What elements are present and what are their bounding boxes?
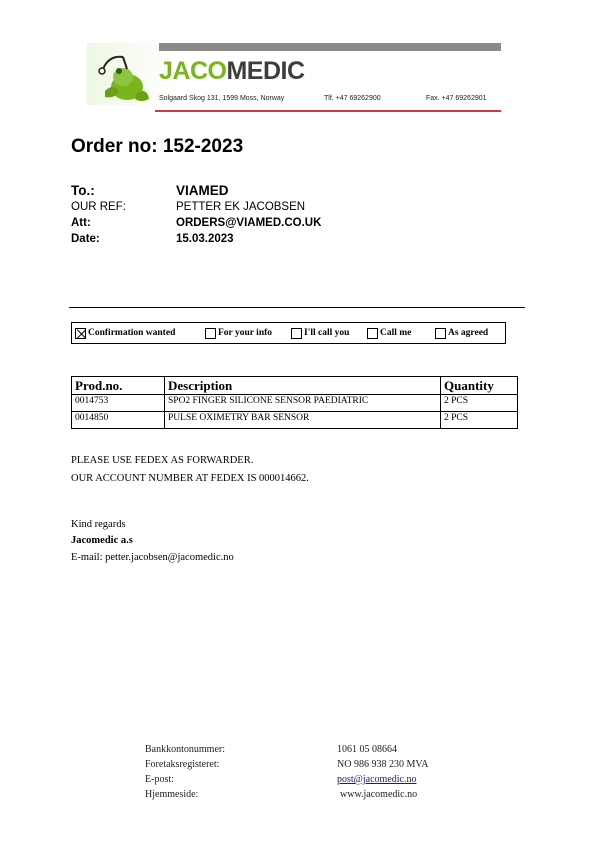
option-ill-call-you[interactable] bbox=[291, 323, 367, 343]
table-row bbox=[72, 395, 518, 412]
order-title: Order no: 152-2023 bbox=[71, 136, 244, 157]
brand-name-part1: JACO bbox=[159, 57, 227, 85]
letterhead bbox=[87, 43, 501, 113]
ref-label: OUR REF: bbox=[71, 201, 126, 213]
option-for-your-info[interactable] bbox=[205, 323, 291, 343]
date-value: 15.03.2023 bbox=[176, 233, 234, 245]
option-label: Call me bbox=[380, 328, 412, 338]
cell-description: SPO2 FINGER SILICONE SENSOR PAEDIATRIC bbox=[165, 395, 441, 412]
closing-email: E-mail: petter.jacobsen@jacomedic.no bbox=[71, 552, 234, 563]
closing-regards: Kind regards bbox=[71, 519, 126, 530]
company-fax: Fax. +47 69262901 bbox=[426, 95, 487, 102]
cell-description: PULSE OXIMETRY BAR SENSOR bbox=[165, 412, 441, 429]
footer-email-label: E-post: bbox=[145, 774, 174, 785]
option-as-agreed[interactable] bbox=[435, 323, 505, 343]
note-account-number: OUR ACCOUNT NUMBER AT FEDEX IS 000014662. bbox=[71, 473, 309, 484]
checkbox-icon[interactable] bbox=[367, 328, 378, 339]
divider-line bbox=[69, 307, 525, 308]
to-value: VIAMED bbox=[176, 183, 229, 198]
table-header-row bbox=[72, 377, 518, 395]
option-label: Confirmation wanted bbox=[88, 328, 176, 338]
date-label: Date: bbox=[71, 233, 100, 245]
footer-bank-label: Bankkontonummer: bbox=[145, 744, 225, 755]
footer-web-value[interactable]: www.jacomedic.no bbox=[340, 789, 418, 800]
closing-company: Jacomedic a.s bbox=[71, 535, 133, 546]
brand-name-part2: MEDIC bbox=[226, 57, 305, 85]
company-address: Solgaard Skog 131, 1599 Moss, Norway bbox=[159, 95, 285, 102]
cell-prod-no: 0014753 bbox=[72, 395, 165, 412]
note-forwarder: PLEASE USE FEDEX AS FORWARDER. bbox=[71, 455, 254, 466]
column-header-quantity: Quantity bbox=[441, 377, 518, 395]
company-phone: Tlf. +47 69262900 bbox=[324, 95, 381, 102]
product-table bbox=[71, 376, 518, 429]
ref-value: PETTER EK JACOBSEN bbox=[176, 201, 306, 213]
cell-quantity: 2 PCS bbox=[441, 395, 518, 412]
brand-name bbox=[159, 57, 305, 85]
jacomedic-frog-logo-icon bbox=[93, 47, 155, 109]
column-header-prod-no: Prod.no. bbox=[72, 377, 165, 395]
checkbox-icon[interactable] bbox=[435, 328, 446, 339]
footer-bank-value: 1061 05 08664 bbox=[337, 744, 397, 755]
att-label: Att: bbox=[71, 217, 91, 229]
option-label: For your info bbox=[218, 328, 273, 338]
cell-prod-no: 0014850 bbox=[72, 412, 165, 429]
footer-email-link[interactable] bbox=[337, 774, 416, 785]
letterhead-top-bar bbox=[159, 43, 501, 51]
options-row bbox=[71, 322, 506, 344]
checkbox-checked-icon[interactable] bbox=[75, 328, 86, 339]
att-value: ORDERS@VIAMED.CO.UK bbox=[176, 217, 322, 229]
checkbox-icon[interactable] bbox=[291, 328, 302, 339]
letterhead-red-line bbox=[155, 110, 501, 112]
option-label: I'll call you bbox=[304, 328, 350, 338]
checkbox-icon[interactable] bbox=[205, 328, 216, 339]
footer-reg-label: Foretaksregisteret: bbox=[145, 759, 220, 770]
footer-email-link-text[interactable]: post@jacomedic.no bbox=[337, 774, 417, 785]
option-label: As agreed bbox=[448, 328, 489, 338]
option-call-me[interactable] bbox=[367, 323, 435, 343]
to-label: To.: bbox=[71, 183, 95, 198]
footer-web-label: Hjemmeside: bbox=[145, 789, 199, 800]
table-row bbox=[72, 412, 518, 429]
footer-reg-value: NO 986 938 230 MVA bbox=[337, 759, 429, 770]
option-confirmation-wanted[interactable] bbox=[72, 323, 205, 343]
cell-quantity: 2 PCS bbox=[441, 412, 518, 429]
column-header-description: Description bbox=[165, 377, 441, 395]
